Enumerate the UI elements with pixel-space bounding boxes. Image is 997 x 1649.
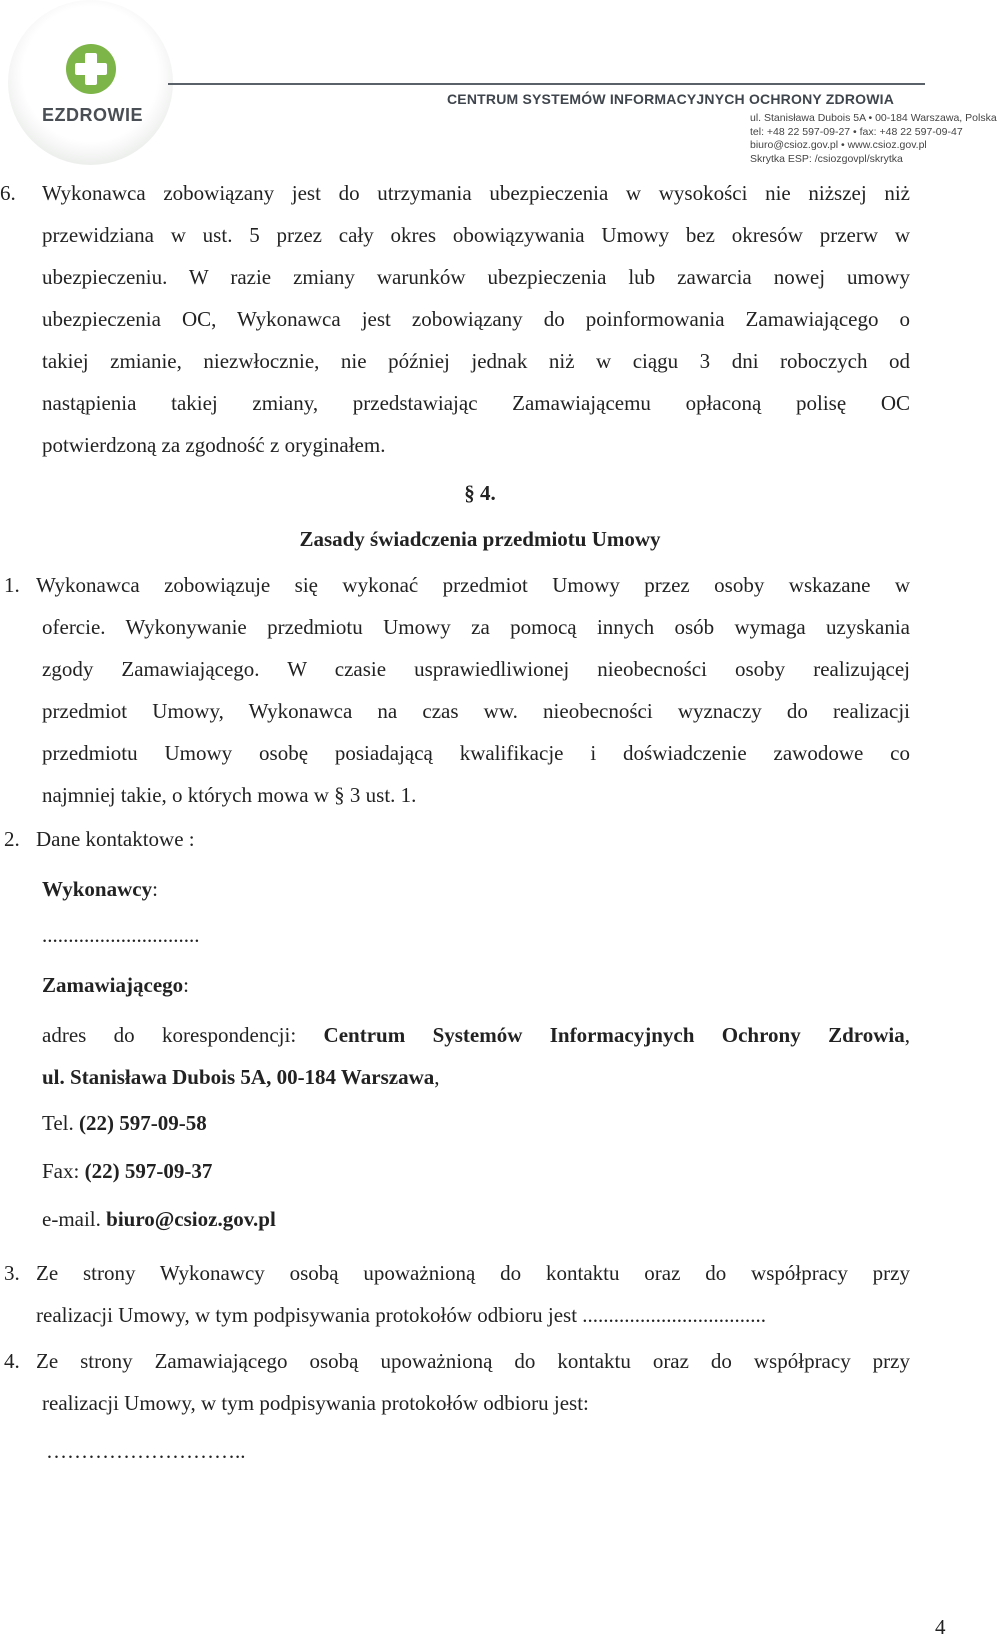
organization-contact xyxy=(750,112,997,166)
tel-label: Tel. xyxy=(42,1111,80,1135)
client-label-line: Zamawiającego: xyxy=(42,973,189,997)
contact-heading: Dane kontaktowe : xyxy=(36,827,195,851)
paragraph-line: Wykonawca zobowiązany jest do utrzymania ubezpieczenia w wysokości nie niższej niż xyxy=(42,181,910,205)
paragraph-line: przewidziana w ust. 5 przez cały okres obowiązywania Umowy bez okresów przerw w xyxy=(42,223,910,247)
section-mark: § 4. xyxy=(464,481,496,505)
ezdrowie-logo xyxy=(8,0,173,168)
paragraph-line: Ze strony Zamawiającego osobą upoważnioną do kontaktu oraz do współpracy przy xyxy=(36,1349,910,1373)
fax-line xyxy=(42,1158,212,1184)
item-number: 4. xyxy=(4,1349,20,1373)
tel-value: (22) 597-09-58 xyxy=(79,1111,207,1135)
paragraph-line: Wykonawca zobowiązuje się wykonać przedmiot Umowy przez osoby wskazane w xyxy=(36,573,910,597)
fax-value: (22) 597-09-37 xyxy=(84,1159,213,1183)
client-label: Zamawiającego xyxy=(42,973,184,997)
medical-cross-icon xyxy=(66,44,116,94)
address-street: ul. Stanisława Dubois 5A, 00-184 Warszawa xyxy=(42,1065,435,1089)
page-number: 4 xyxy=(935,1615,946,1639)
address-line: adres do korespondencji: Centrum Systemów Informacyjnych Ochrony Zdrowia, xyxy=(42,1023,910,1047)
paragraph-line: takiej zmianie, niezwłocznie, nie później jednak niż w ciągu 3 dni roboczych od xyxy=(42,349,910,373)
paragraph-line: zgody Zamawiającego. W czasie usprawiedliwionej nieobecności osoby realizującej xyxy=(42,657,910,681)
organization-name: CENTRUM SYSTEMÓW INFORMACYJNYCH OCHRONY ZDROWIA xyxy=(447,91,895,107)
org-phone-line: tel: +48 22 597-09-27 • fax: +48 22 597-09-47 xyxy=(750,125,963,138)
contractor-label-line: Wykonawcy: xyxy=(42,877,158,901)
item-number: 2. xyxy=(4,827,20,851)
paragraph-line: przedmiot Umowy, Wykonawca na czas ww. nieobecności wyznaczy do realizacji xyxy=(42,699,910,723)
org-web-line: biuro@csioz.gov.pl • www.csioz.gov.pl xyxy=(750,139,927,151)
address-prefix: adres do korespondencji: xyxy=(42,1023,324,1047)
letterhead xyxy=(0,0,997,170)
paragraph-line: przedmiotu Umowy osobę posiadającą kwalifikacje i doświadczenie zawodowe co xyxy=(42,741,910,765)
fax-label: Fax: xyxy=(42,1159,85,1183)
paragraph-line: Ze strony Wykonawcy osobą upoważnioną do kontaktu oraz do współpracy przy xyxy=(36,1261,910,1285)
item-number: 1. xyxy=(4,573,20,597)
address-name: Centrum Systemów Informacyjnych Ochrony Zdrowia xyxy=(323,1023,905,1047)
paragraph-line: potwierdzoną za zgodność z oryginałem. xyxy=(42,433,386,457)
contractor-value: .............................. xyxy=(42,923,200,947)
email-line xyxy=(42,1206,276,1232)
section-title: Zasady świadczenia przedmiotu Umowy xyxy=(299,527,661,551)
logo-text: EZDROWIE xyxy=(42,105,143,125)
org-address-line: ul. Stanisława Dubois 5A • 00-184 Warszawa, Polska xyxy=(750,112,997,124)
paragraph-line: ubezpieczeniu. W razie zmiany warunków ubezpieczenia lub zawarcia nowej umowy xyxy=(42,265,910,289)
street-line: ul. Stanisława Dubois 5A, 00-184 Warszawa, xyxy=(42,1065,440,1089)
paragraph-line: ofercie. Wykonywanie przedmiotu Umowy za pomocą innych osób wymaga uzyskania xyxy=(42,615,910,639)
item-number: 6. xyxy=(0,181,16,205)
paragraph-line: ubezpieczenia OC, Wykonawca jest zobowiązany do poinformowania Zamawiającego o xyxy=(42,307,910,331)
header-divider xyxy=(168,83,925,85)
item-number: 3. xyxy=(4,1261,20,1285)
org-esp-line: Skrytka ESP: /csiozgovpl/skrytka xyxy=(750,152,903,165)
paragraph-line: realizacji Umowy, w tym podpisywania protokołów odbioru jest ................................... xyxy=(36,1303,767,1327)
paragraph-line: nastąpienia takiej zmiany, przedstawiając Zamawiającemu opłaconą polisę OC xyxy=(42,391,910,415)
paragraph-line: najmniej takie, o których mowa w § 3 ust. 1. xyxy=(42,783,417,807)
email-value: biuro@csioz.gov.pl xyxy=(106,1207,276,1231)
paragraph-line: realizacji Umowy, w tym podpisywania protokołów odbioru jest: xyxy=(42,1391,589,1415)
contractor-label: Wykonawcy xyxy=(42,877,153,901)
tel-line xyxy=(42,1110,207,1136)
email-label: e-mail. xyxy=(42,1207,107,1231)
signature-blank: ……………………….. xyxy=(46,1439,246,1463)
